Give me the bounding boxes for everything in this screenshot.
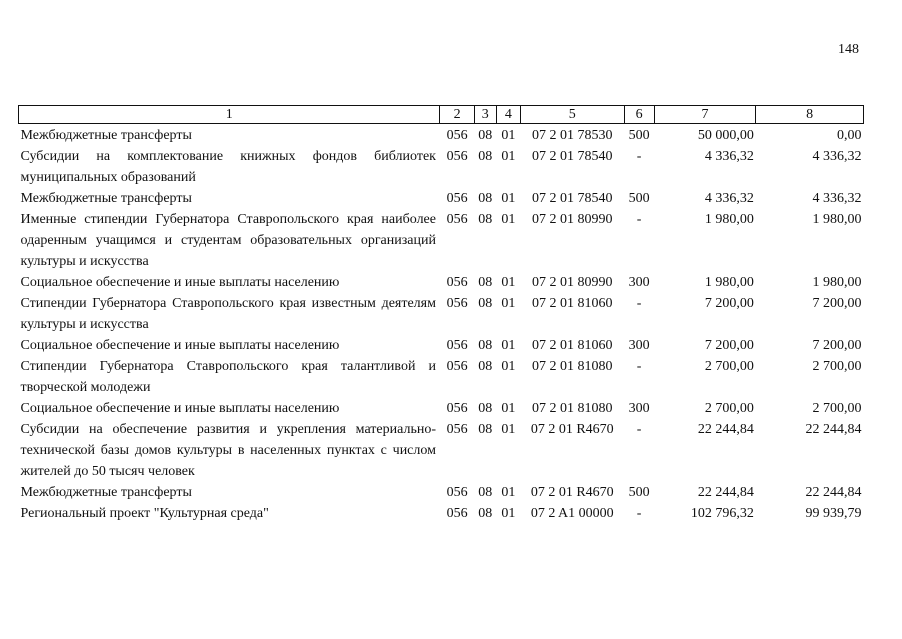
header-cell: 8 xyxy=(756,106,864,124)
admin-code-cell: 056 xyxy=(446,359,468,374)
expense-type-cell: 300 xyxy=(628,275,650,290)
amount-executed-cell: 2 700,00 xyxy=(812,359,862,374)
admin-code-cell: 056 xyxy=(446,191,468,206)
expense-type-cell: 500 xyxy=(628,485,650,500)
item-name-cell: Региональный проект "Культурная среда" xyxy=(20,506,269,521)
subsection-cell: 01 xyxy=(501,149,516,164)
expense-type-cell: - xyxy=(636,149,642,164)
admin-code-cell: 056 xyxy=(446,296,468,311)
expense-type-cell: - xyxy=(636,296,642,311)
amount-executed-cell: 4 336,32 xyxy=(812,191,862,206)
table-row xyxy=(19,419,864,482)
admin-code-cell: 056 xyxy=(446,401,468,416)
subsection-cell: 01 xyxy=(501,359,516,374)
item-name-cell: Субсидии на обеспечение развития и укрепления материально-технической базы домов культуры в населенных пунктах с числом жителей до 50 тысяч человек xyxy=(20,422,436,479)
table-row xyxy=(19,482,864,503)
admin-code-cell: 056 xyxy=(446,212,468,227)
amount-planned-cell: 102 796,32 xyxy=(690,506,754,521)
amount-executed-cell: 7 200,00 xyxy=(812,338,862,353)
table-row xyxy=(19,209,864,272)
target-article-cell: 07 2 01 81060 xyxy=(531,338,613,353)
header-cell: 2 xyxy=(440,106,474,124)
item-name-cell: Межбюджетные трансферты xyxy=(20,191,192,206)
target-article-cell: 07 2 01 78540 xyxy=(531,149,613,164)
amount-planned-cell: 7 200,00 xyxy=(704,338,754,353)
subsection-cell: 01 xyxy=(501,212,516,227)
subsection-cell: 01 xyxy=(501,506,516,521)
amount-planned-cell: 22 244,84 xyxy=(697,485,754,500)
header-cell: 4 xyxy=(496,106,520,124)
target-article-cell: 07 2 01 78540 xyxy=(531,191,613,206)
target-article-cell: 07 2 01 78530 xyxy=(531,128,613,143)
amount-executed-cell: 22 244,84 xyxy=(805,422,862,437)
target-article-cell: 07 2 01 81080 xyxy=(531,359,613,374)
section-cell: 08 xyxy=(478,128,493,143)
item-name-cell: Социальное обеспечение и иные выплаты населению xyxy=(20,401,340,416)
header-cell: 1 xyxy=(19,106,440,124)
section-cell: 08 xyxy=(478,338,493,353)
item-name-cell: Субсидии на комплектование книжных фондов библиотек муниципальных образований xyxy=(20,149,436,185)
amount-executed-cell: 2 700,00 xyxy=(812,401,862,416)
table-row xyxy=(19,356,864,398)
item-name-cell: Стипендии Губернатора Ставропольского края известным деятелям культуры и искусства xyxy=(20,296,436,332)
amount-executed-cell: 22 244,84 xyxy=(805,485,862,500)
table-body xyxy=(19,124,864,525)
amount-planned-cell: 7 200,00 xyxy=(704,296,754,311)
admin-code-cell: 056 xyxy=(446,275,468,290)
amount-planned-cell: 50 000,00 xyxy=(697,128,754,143)
table-row xyxy=(19,503,864,524)
admin-code-cell: 056 xyxy=(446,422,468,437)
admin-code-cell: 056 xyxy=(446,338,468,353)
target-article-cell: 07 2 01 81060 xyxy=(531,296,613,311)
budget-table xyxy=(18,105,864,524)
expense-type-cell: 300 xyxy=(628,401,650,416)
expense-type-cell: - xyxy=(636,422,642,437)
item-name-cell: Социальное обеспечение и иные выплаты населению xyxy=(20,338,340,353)
section-cell: 08 xyxy=(478,275,493,290)
table-row xyxy=(19,124,864,147)
header-cell: 6 xyxy=(624,106,654,124)
subsection-cell: 01 xyxy=(501,191,516,206)
expense-type-cell: - xyxy=(636,212,642,227)
item-name-cell: Именные стипендии Губернатора Ставропольского края наиболее одаренным учащимся и студентам образовательных организаций культуры и искусства xyxy=(20,212,436,269)
table-row xyxy=(19,335,864,356)
table-row xyxy=(19,272,864,293)
amount-executed-cell: 1 980,00 xyxy=(812,275,862,290)
subsection-cell: 01 xyxy=(501,128,516,143)
target-article-cell: 07 2 01 80990 xyxy=(531,275,613,290)
expense-type-cell: 500 xyxy=(628,191,650,206)
admin-code-cell: 056 xyxy=(446,149,468,164)
item-name-cell: Межбюджетные трансферты xyxy=(20,485,192,500)
admin-code-cell: 056 xyxy=(446,506,468,521)
amount-planned-cell: 2 700,00 xyxy=(704,359,754,374)
table-row xyxy=(19,146,864,188)
table-row xyxy=(19,188,864,209)
header-row xyxy=(19,106,864,124)
amount-executed-cell: 0,00 xyxy=(837,128,862,143)
admin-code-cell: 056 xyxy=(446,128,468,143)
amount-executed-cell: 99 939,79 xyxy=(805,506,862,521)
page-number: 148 xyxy=(838,42,859,57)
target-article-cell: 07 2 01 R4670 xyxy=(530,485,614,500)
admin-code-cell: 056 xyxy=(446,485,468,500)
expense-type-cell: 500 xyxy=(628,128,650,143)
target-article-cell: 07 2 01 81080 xyxy=(531,401,613,416)
amount-executed-cell: 4 336,32 xyxy=(812,149,862,164)
section-cell: 08 xyxy=(478,506,493,521)
section-cell: 08 xyxy=(478,296,493,311)
header-cell: 5 xyxy=(520,106,624,124)
subsection-cell: 01 xyxy=(501,401,516,416)
section-cell: 08 xyxy=(478,422,493,437)
section-cell: 08 xyxy=(478,401,493,416)
expense-type-cell: - xyxy=(636,359,642,374)
amount-planned-cell: 4 336,32 xyxy=(704,149,754,164)
target-article-cell: 07 2 A1 00000 xyxy=(530,506,614,521)
section-cell: 08 xyxy=(478,485,493,500)
header-cell: 3 xyxy=(474,106,496,124)
expense-type-cell: 300 xyxy=(628,338,650,353)
amount-planned-cell: 2 700,00 xyxy=(704,401,754,416)
amount-planned-cell: 4 336,32 xyxy=(704,191,754,206)
amount-executed-cell: 1 980,00 xyxy=(812,212,862,227)
subsection-cell: 01 xyxy=(501,296,516,311)
item-name-cell: Межбюджетные трансферты xyxy=(20,128,192,143)
amount-planned-cell: 22 244,84 xyxy=(697,422,754,437)
table-row xyxy=(19,398,864,419)
target-article-cell: 07 2 01 R4670 xyxy=(530,422,614,437)
amount-planned-cell: 1 980,00 xyxy=(704,275,754,290)
amount-planned-cell: 1 980,00 xyxy=(704,212,754,227)
subsection-cell: 01 xyxy=(501,338,516,353)
item-name-cell: Стипендии Губернатора Ставропольского края талантливой и творческой молодежи xyxy=(20,359,436,395)
section-cell: 08 xyxy=(478,212,493,227)
section-cell: 08 xyxy=(478,359,493,374)
section-cell: 08 xyxy=(478,191,493,206)
item-name-cell: Социальное обеспечение и иные выплаты населению xyxy=(20,275,340,290)
subsection-cell: 01 xyxy=(501,485,516,500)
expense-type-cell: - xyxy=(636,506,642,521)
subsection-cell: 01 xyxy=(501,422,516,437)
subsection-cell: 01 xyxy=(501,275,516,290)
amount-executed-cell: 7 200,00 xyxy=(812,296,862,311)
section-cell: 08 xyxy=(478,149,493,164)
table-row xyxy=(19,293,864,335)
target-article-cell: 07 2 01 80990 xyxy=(531,212,613,227)
header-cell: 7 xyxy=(654,106,756,124)
